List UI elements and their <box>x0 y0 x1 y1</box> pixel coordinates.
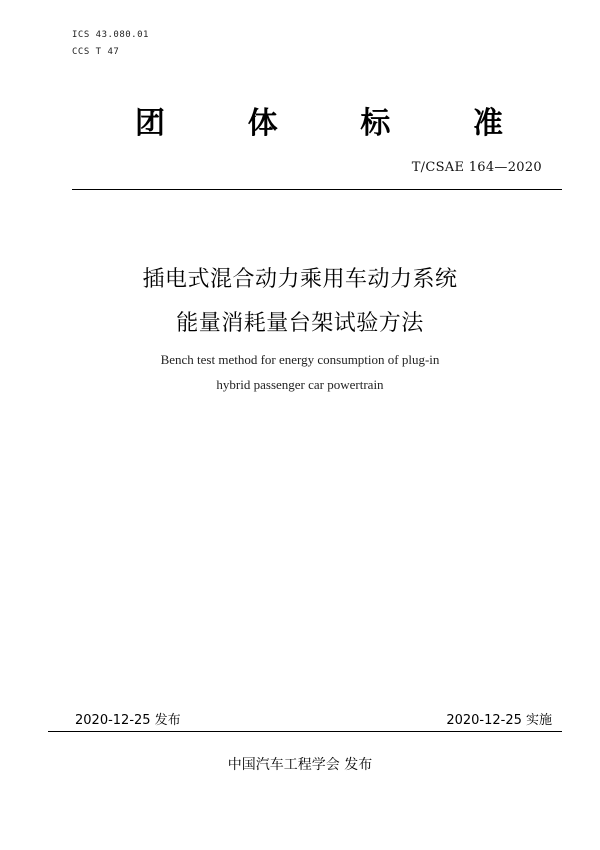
implementation-date: 2020-12-25 实施 <box>446 713 552 728</box>
top-divider <box>72 189 562 190</box>
standard-type-char: 准 <box>472 106 503 141</box>
standard-type-char: 体 <box>247 106 278 141</box>
standard-type-heading <box>135 104 503 144</box>
publisher: 中国汽车工程学会 发布 <box>227 757 373 773</box>
issue-date: 2020-12-25 发布 <box>75 713 181 728</box>
standard-number: T/CSAE 164—2020 <box>411 160 542 175</box>
ccs-code: CCS T 47 <box>72 47 120 57</box>
title-english-line-2: hybrid passenger car powertrain <box>216 377 384 392</box>
title-chinese-line-2: 能量消耗量台架试验方法 <box>176 311 424 336</box>
ics-code: ICS 43.080.01 <box>72 30 149 40</box>
title-english-line-1: Bench test method for energy consumption of plug-in <box>160 352 440 367</box>
standard-type-char: 团 <box>135 106 165 141</box>
standard-type-char: 标 <box>360 106 391 141</box>
title-chinese-line-1: 插电式混合动力乘用车动力系统 <box>142 267 458 292</box>
bottom-divider <box>48 731 562 732</box>
